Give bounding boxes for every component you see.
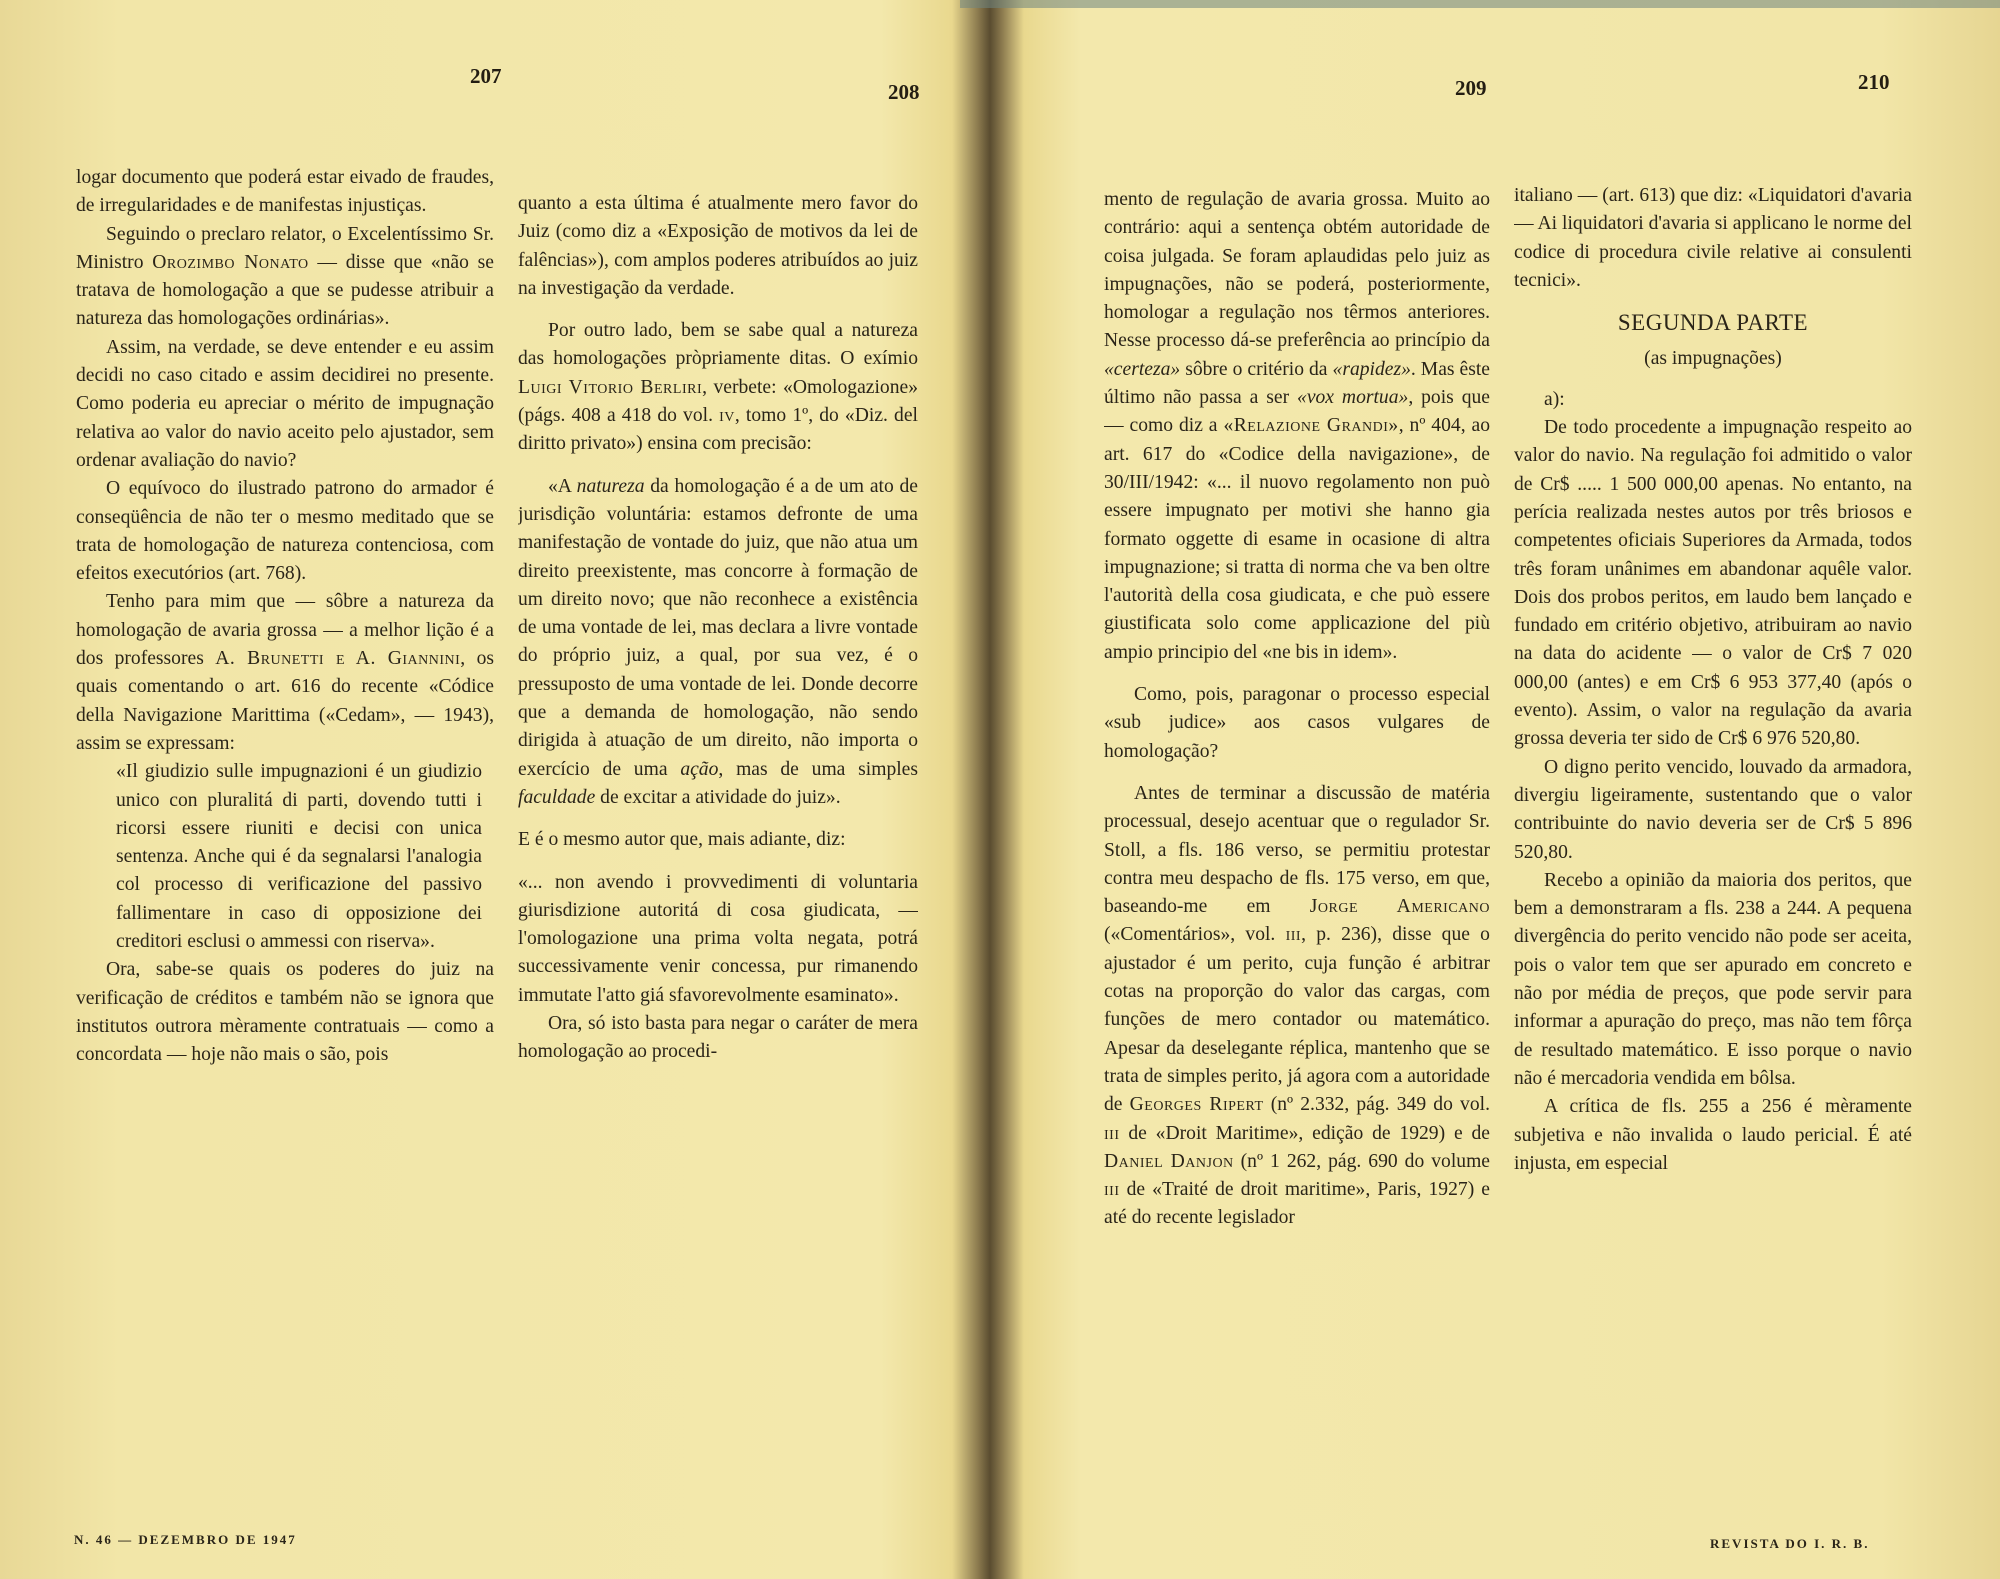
page-number-208: 208	[888, 80, 920, 104]
person-name: Luigi Vitorio Berliri	[518, 376, 703, 398]
paragraph: Seguindo o preclaro relator, o Excelentíssimo Sr. Ministro Orozimbo Nonato — disse que «não se tratava de homologação a que se pudesse atribuir a natureza das homologações ordinárias».	[76, 223, 494, 330]
paragraph: Ora, só isto basta para negar o caráter de mera homologação ao procedi-	[518, 1013, 918, 1063]
page-number-210: 210	[1858, 70, 1890, 94]
person-name: Orozimbo Nonato	[152, 251, 309, 273]
paragraph: logar documento que poderá estar eivado de fraudes, de irregularidades e de manifestas injustiças.	[76, 167, 494, 217]
source-name: «Relazione Grandi»	[1223, 415, 1399, 437]
person-name: Jorge Americano	[1309, 896, 1490, 918]
paragraph: Por outro lado, bem se sabe qual a natureza das homologações pròpriamente ditas. O exímio Luigi Vitorio Berliri, verbete: «Omologazione» (págs. 408 a 418 do vol. iv, tomo 1º, do «Diz. del diritto privato») ensina com precisão:	[518, 320, 918, 455]
section-heading: SEGUNDA PARTE	[1617, 310, 1809, 336]
block-quote: «A natureza da homologação é a de um ato de jurisdição voluntária: estamos defronte de uma manifestação de vontade do juiz, que não atua um direito preexistente, mas concorre à formação de um direito novo; que não reconhece a existência de uma vontade de lei, mas declara a livre vontade do próprio juiz, a qual, por sua vez, é o pressuposto de uma vontade de lei. Donde decorre que a demanda de homologação, não sendo dirigida à atuação de um direito, não importa o exercício de uma ação, mas de uma simples faculdade de excitar a atividade do juiz».	[518, 475, 918, 808]
person-name: Georges Ripert	[1129, 1094, 1264, 1116]
paragraph: Assim, na verdade, se deve entender e eu assim decidi no caso citado e assim decidirei no presente. Como poderia eu apreciar o mérito de impugnação relativa ao valor do navio aceito pelo ajustador, sem ordenar avaliação do navio?	[76, 336, 494, 471]
item-label: a):	[1544, 388, 1565, 410]
paragraph: Ora, sabe-se quais os poderes do juiz na verificação de créditos e também não se ignora que institutos outrora mèramente contratuais — como a concordata — hoje não mais o são, pois	[76, 959, 494, 1066]
paragraph: Como, pois, paragonar o processo especial «sub judice» aos casos vulgares de homologação?	[1104, 684, 1490, 762]
column-page-208	[518, 190, 918, 1440]
paragraph: Antes de terminar a discussão de matéria processual, desejo acentuar que o regulador Sr. Stoll, a fls. 186 verso, se permitiu protestar contra meu despacho de fls. 175 verso, em que, baseando-me em Jorge Americano («Comentários», vol. iii, p. 236), disse que o ajustador é um perito, cuja função é arbitrar cotas na proporção do valor das cargas, com funções de mero contador ou matemático. Apesar da deselegante réplica, mantenho que se trata de simples perito, já agora com a autoridade de Georges Ripert (nº 2.332, pág. 349 do vol. iii de «Droit Maritime», edição de 1929) e de Daniel Danjon (nº 1 262, pág. 690 do volume iii de «Traité de droit maritime», Paris, 1927) e até do recente legislador	[1104, 782, 1490, 1229]
block-quote: «... non avendo i provvedimenti di voluntaria giurisdizione autoritá di cosa giudicata, — l'omologazione una prima volta negata, potrá successivamente venir concessa, pur rimanendo immutate l'atto giá sfavorevolmente esaminato».	[518, 871, 918, 1006]
paragraph: O equívoco do ilustrado patrono do armador é conseqüência de não ter o mesmo meditado que se trata de homologação de natureza contenciosa, com efeitos executórios (art. 768).	[76, 478, 494, 585]
page-number-207: 207	[470, 64, 502, 88]
paragraph: italiano — (art. 613) que diz: «Liquidatori d'avaria — Ai liquidatori d'avaria si applicano le norme del codice di procedura civile relative ai consulenti tecnici».	[1514, 185, 1912, 291]
footer-journal: REVISTA DO I. R. B.	[1710, 1536, 1870, 1551]
paragraph: Recebo a opinião da maioria dos peritos, que bem a demonstraram a fls. 238 a 244. A pequena divergência do perito vencido não pode ser aceita, pois o valor tem que ser apurado em concreto e não por média de preços, que pode servir para informar a apuração do preço, mas não tem fôrça de resultado matemático. E isso porque o navio não é mercadoria vendida em bôlsa.	[1514, 869, 1912, 1089]
paragraph: A crítica de fls. 255 a 256 é mèramente subjetiva e não invalida o laudo pericial. É até injusta, em especial	[1514, 1096, 1912, 1174]
column-page-207	[76, 164, 494, 1434]
page-number-209: 209	[1455, 76, 1487, 100]
column-page-210	[1514, 182, 1912, 1442]
paragraph: E é o mesmo autor que, mais adiante, diz:	[518, 829, 846, 851]
paragraph: De todo procedente a impugnação respeito ao valor do navio. Na regulação foi admitido o valor de Cr$ ..... 1 500 000,00 apenas. No entanto, na perícia realizada nestes autos por três briosos e competentes oficiais Superiores da Armada, todos três foram unânimes em abandonar aquêle valor. Dois dos probos peritos, em laudo bem lançado e fundado em critério objetivo, atribuiram ao navio na data do acidente — o valor de Cr$ 7 020 000,00 (antes) e em Cr$ 6 953 377,40 (após o evento). Assim, o valor na regulação da avaria grossa deveria ter sido de Cr$ 6 976 520,80.	[1514, 417, 1912, 750]
section-subheading: (as impugnações)	[1644, 348, 1782, 370]
paragraph: O digno perito vencido, louvado da armadora, divergiu ligeiramente, sustentando que o valor contribuinte do navio deveria ser de Cr$ 5 896 520,80.	[1514, 756, 1912, 863]
paragraph: quanto a esta última é atualmente mero favor do Juiz (como diz a «Exposição de motivos da lei de falências»), com amplos poderes atribuídos ao juiz na investigação da verdade.	[518, 193, 918, 299]
block-quote: «Il giudizio sulle impugnazioni é un giudizio unico con pluralitá di parti, dovendo tutti i ricorsi essere riuniti e decisi con unica sentenza. Anche qui é da segnalarsi l'analogia col processo di verificazione del passivo fallimentare in caso di opposizione dei creditori esclusi o ammessi con riserva».	[116, 761, 482, 953]
footer-issue: N. 46 — DEZEMBRO DE 1947	[74, 1532, 297, 1547]
paragraph: Tenho para mim que — sôbre a natureza da homologação de avaria grossa — a melhor lição é a dos professores A. Brunetti e A. Giannini, os quais comentando o art. 616 do recente «Códice della Navigazione Marittima («Cedam», — 1943), assim se expressam:	[76, 591, 494, 754]
column-page-209	[1104, 186, 1490, 1436]
person-name: A. Brunetti e A. Giannini	[215, 648, 461, 670]
paragraph: mento de regulação de avaria grossa. Muito ao contrário: aqui a sentença obtém autoridade de coisa julgada. Se foram aplaudidas pelo juiz as impugnações, não se poderá, posteriormente, homologar a regulação nos têrmos anteriores. Nesse processo dá-se preferência ao princípio da «certeza» sôbre o critério da «rapidez». Mas êste último não passa a ser «vox mortua», pois que — como diz a «Relazione Grandi», nº 404, ao art. 617 do «Codice della navigazione», de 30/III/1942: «... il nuovo regolamento non può essere impugnato per motivi she hanno gia formato oggette di esame in ocasione di altra impugnazione; si tratta di norma che va ben oltre l'autorità della cosa giudicata, e che può essere giustificata solo come applicazione del più ampio principio del «ne bis in idem».	[1104, 189, 1490, 663]
person-name: Daniel Danjon	[1104, 1150, 1234, 1172]
